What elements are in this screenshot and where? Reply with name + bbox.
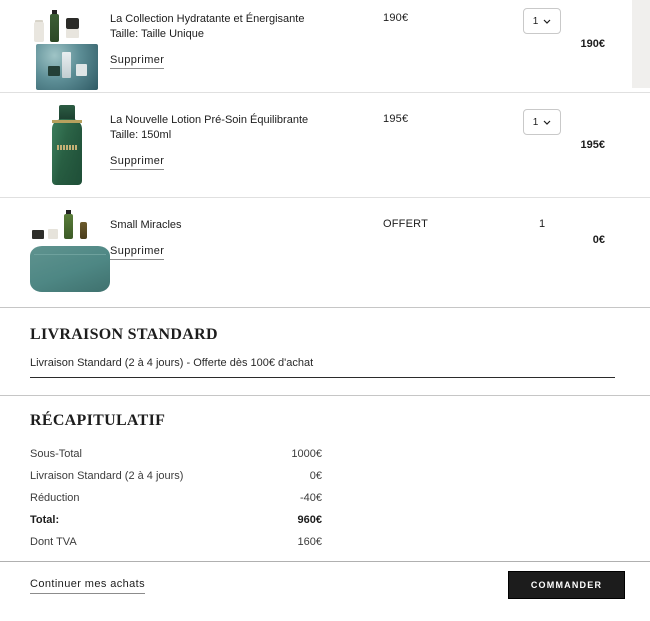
summary-value: -40€: [299, 492, 322, 504]
line-total: 190€: [580, 38, 605, 50]
shipping-section: [0, 308, 650, 396]
product-price: 195€: [383, 113, 409, 125]
chevron-down-icon: [543, 120, 551, 125]
summary-heading: RÉCAPITULATIF: [30, 412, 166, 429]
summary-label: Total:: [30, 514, 60, 526]
remove-link[interactable]: Supprimer: [110, 155, 164, 170]
order-summary-section: [0, 396, 650, 562]
remove-link[interactable]: Supprimer: [110, 54, 164, 69]
summary-value: 160€: [297, 536, 322, 548]
scrollbar-track[interactable]: [632, 0, 650, 88]
summary-label: Dont TVA: [30, 536, 77, 548]
summary-value: 960€: [297, 514, 322, 526]
cart-item-row: [0, 198, 650, 308]
summary-value: 1000€: [291, 448, 322, 460]
summary-label: Sous-Total: [30, 448, 82, 460]
quantity-value: 1: [532, 116, 539, 128]
product-name: Small Miracles: [110, 219, 182, 231]
line-total: 195€: [580, 139, 605, 151]
product-name: La Collection Hydratante et Énergisante: [110, 13, 305, 25]
summary-row-tva: [30, 531, 322, 553]
summary-row-shipping: [30, 465, 322, 487]
quantity-static: 1: [538, 218, 546, 230]
quantity-select[interactable]: [523, 8, 561, 34]
cart-footer: [0, 562, 650, 621]
summary-row-total: [30, 509, 322, 531]
product-price: OFFERT: [383, 218, 428, 230]
cart-item-row: [0, 93, 650, 198]
line-total: 0€: [592, 234, 605, 246]
quantity-value: 1: [532, 15, 539, 27]
continue-shopping-link[interactable]: Continuer mes achats: [30, 578, 145, 594]
summary-label: Réduction: [30, 492, 80, 504]
summary-row-discount: [30, 487, 322, 509]
product-price: 190€: [383, 12, 409, 24]
shipping-heading: LIVRAISON STANDARD: [30, 326, 218, 343]
chevron-down-icon: [543, 19, 551, 24]
quantity-select[interactable]: [523, 109, 561, 135]
product-image-lotion: [28, 93, 106, 197]
product-image-small-miracles: [28, 198, 106, 307]
summary-value: 0€: [309, 470, 322, 482]
checkout-button[interactable]: COMMANDER: [508, 571, 625, 599]
product-size: Taille: Taille Unique: [110, 28, 204, 40]
product-name: La Nouvelle Lotion Pré-Soin Équilibrante: [110, 114, 309, 126]
summary-row-subtotal: [30, 443, 322, 465]
remove-link[interactable]: Supprimer: [110, 245, 164, 260]
shipping-method-select[interactable]: Livraison Standard (2 à 4 jours) - Offerte dès 100€ d'achat: [30, 357, 615, 378]
cart-item-row: [0, 0, 650, 93]
product-size: Taille: 150ml: [110, 129, 172, 141]
summary-label: Livraison Standard (2 à 4 jours): [30, 470, 184, 482]
product-image-collection: [28, 0, 106, 92]
